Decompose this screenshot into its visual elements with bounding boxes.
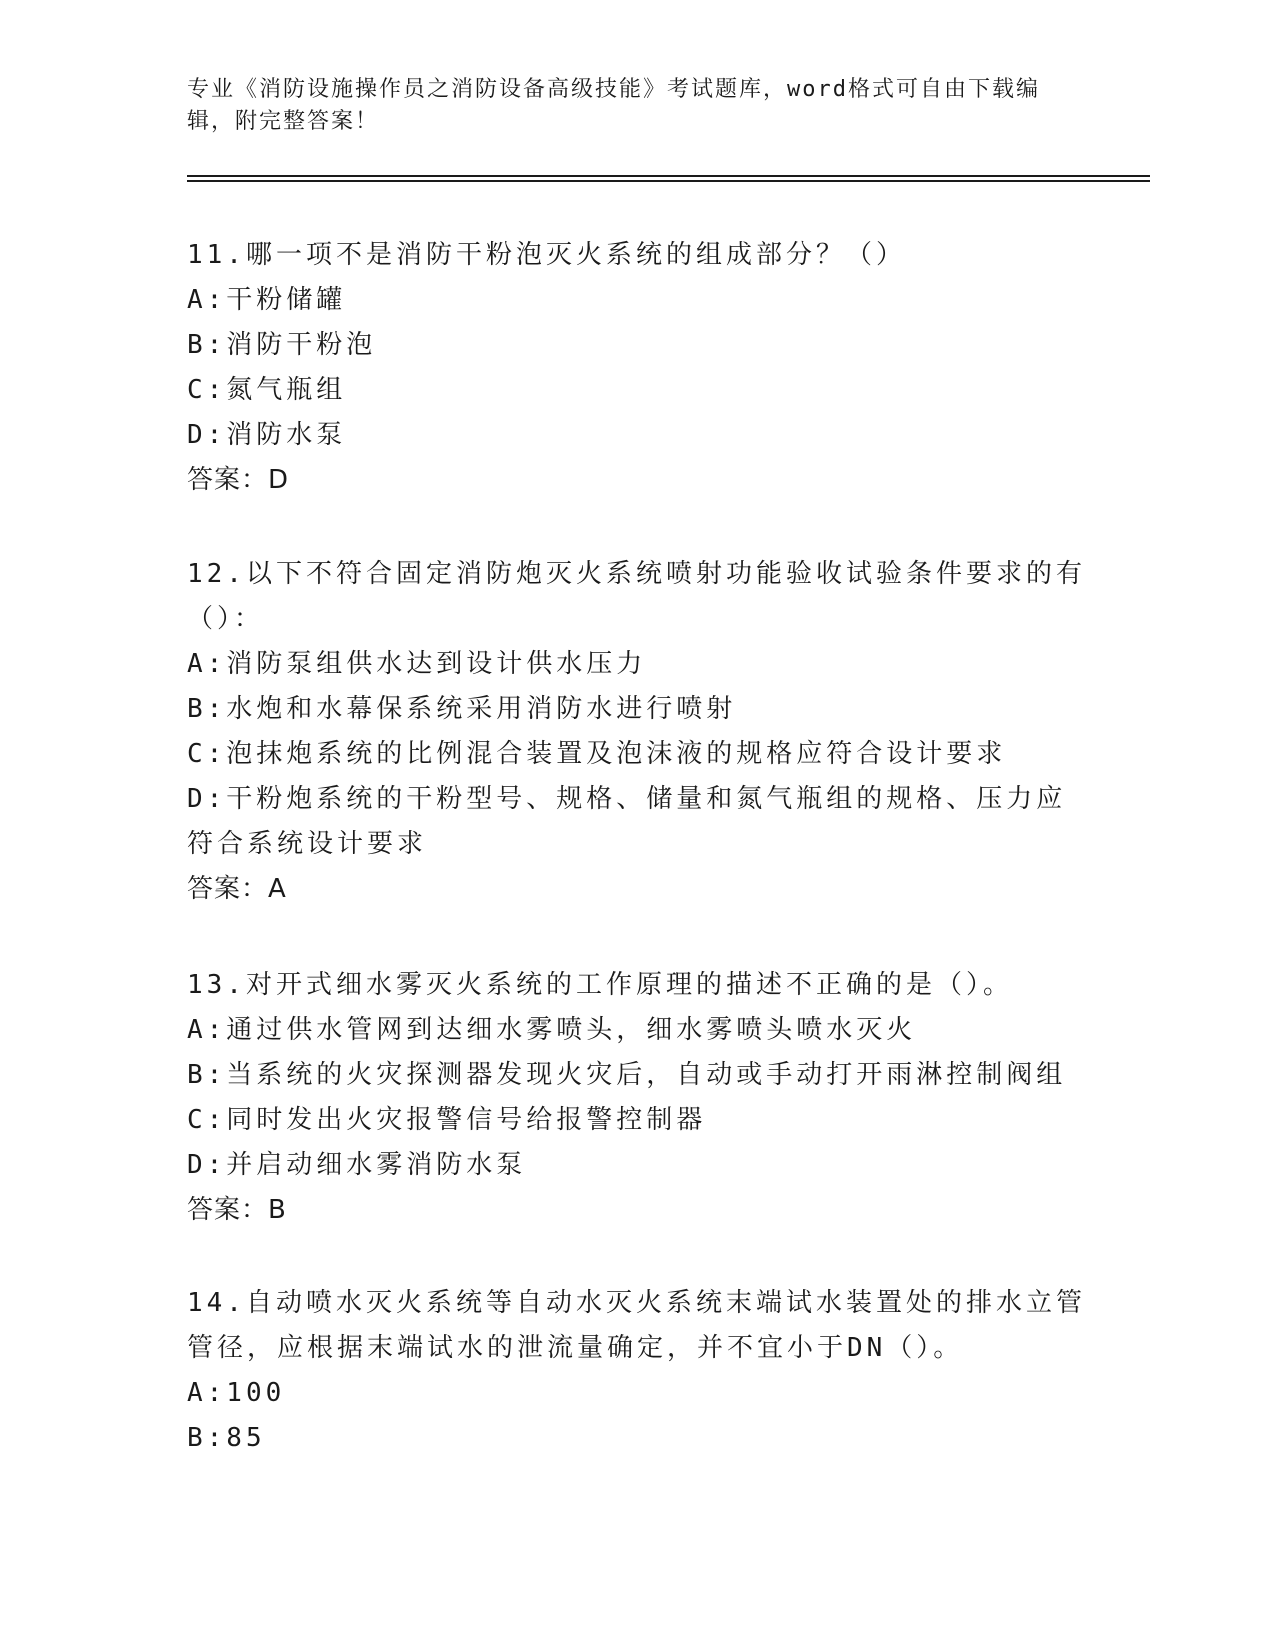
option-d: D:消防水泵: [187, 420, 347, 450]
question-12: [187, 552, 1087, 912]
option-c: C:泡抹炮系统的比例混合装置及泡沫液的规格应符合设计要求: [187, 739, 1007, 769]
option-d: D:干粉炮系统的干粉型号、规格、储量和氮气瓶组的规格、压力应符合系统设计要求: [187, 784, 1067, 859]
option-a: A:干粉储罐: [187, 285, 347, 315]
option-c: C:同时发出火灾报警信号给报警控制器: [187, 1105, 707, 1135]
document-header: 专业《消防设施操作员之消防设备高级技能》考试题库，word格式可自由下载编辑，附完整答案！: [187, 77, 1040, 134]
question-text: 13.对开式细水雾灭火系统的工作原理的描述不正确的是（）。: [187, 970, 1013, 1000]
question-13: [187, 963, 1087, 1233]
option-b: B:消防干粉泡: [187, 330, 377, 360]
question-14: [187, 1281, 1087, 1461]
answer: 答案：D: [187, 465, 290, 495]
option-b: B:85: [187, 1423, 266, 1453]
option-c: C:氮气瓶组: [187, 375, 347, 405]
header-divider-bottom: [187, 180, 1150, 182]
answer: 答案：A: [187, 874, 287, 904]
option-a: A:通过供水管网到达细水雾喷头，细水雾喷头喷水灭火: [187, 1015, 917, 1045]
option-a: A:消防泵组供水达到设计供水压力: [187, 649, 647, 679]
option-a: A:100: [187, 1378, 286, 1408]
question-text: 11.哪一项不是消防干粉泡灭火系统的组成部分？（）: [187, 240, 906, 270]
answer: 答案：B: [187, 1195, 287, 1225]
question-11: [187, 233, 1087, 503]
option-b: B:水炮和水幕保系统采用消防水进行喷射: [187, 694, 737, 724]
option-b: B:当系统的火灾探测器发现火灾后，自动或手动打开雨淋控制阀组: [187, 1060, 1067, 1090]
header-divider-top: [187, 175, 1150, 177]
question-text: 14.自动喷水灭火系统等自动水灭火系统末端试水装置处的排水立管管径，应根据末端试水的泄流量确定，并不宜小于DN（）。: [187, 1288, 1086, 1363]
question-text: 12.以下不符合固定消防炮灭火系统喷射功能验收试验条件要求的有（）：: [187, 559, 1086, 634]
option-d: D:并启动细水雾消防水泵: [187, 1150, 527, 1180]
